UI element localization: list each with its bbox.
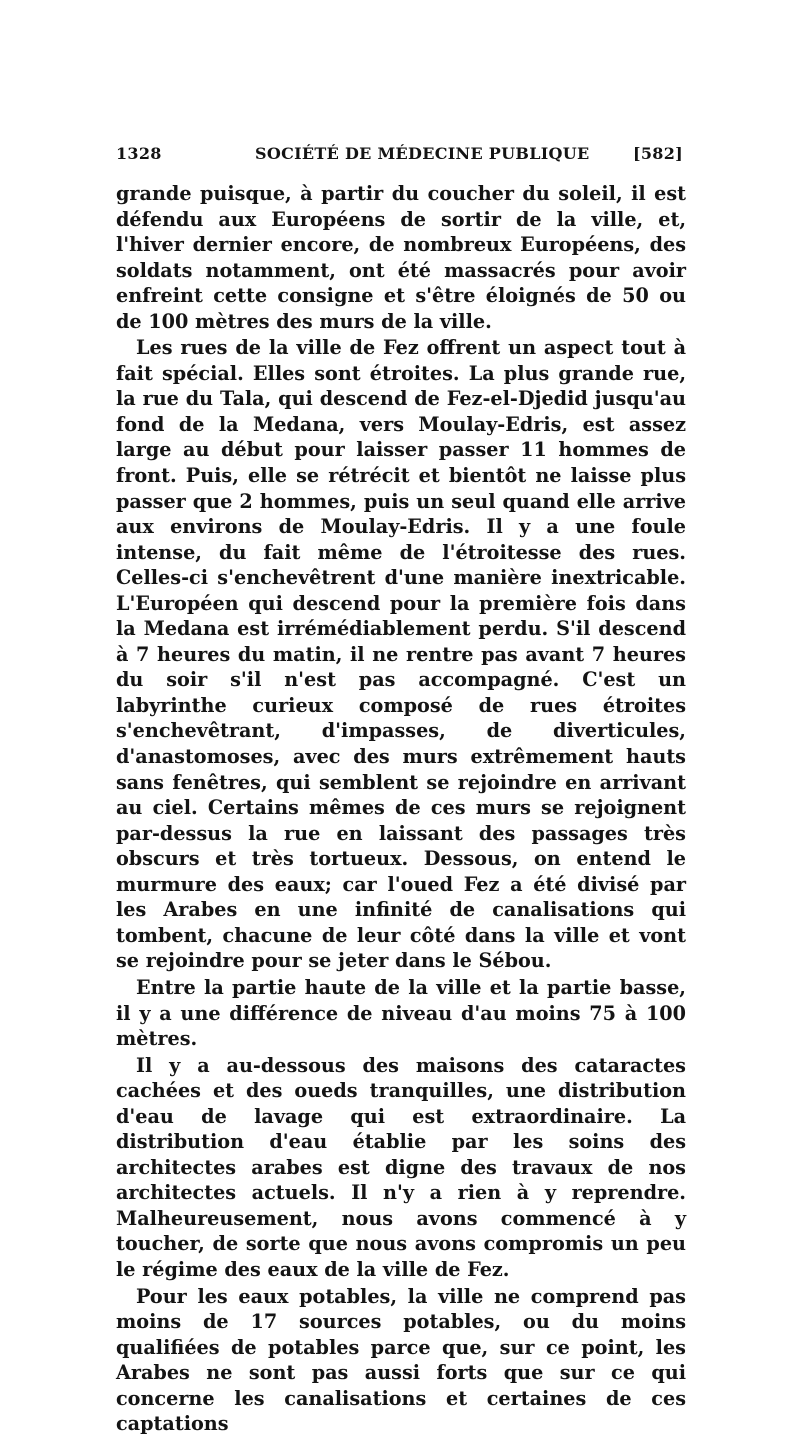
paragraph: Pour les eaux potables, la ville ne comprend pas moins de 17 sources potables, ou du moins qualifiées de potables parce que, sur ce point, les Arabes ne sont pas aussi forts que sur ce qui concerne les canalisations et certaines de ces captations — [116, 1284, 686, 1436]
folio-number: [582] — [632, 144, 683, 163]
running-header — [113, 144, 683, 170]
paragraph: Les rues de la ville de Fez offrent un aspect tout à fait spécial. Elles sont étroites. La plus grande rue, la rue du Tala, qui descend de Fez-el-Djedid jusqu'au fond de la Medana, vers Moulay-Edris, est assez large au début pour laisser passer 11 hommes de front. Puis, elle se rétrécit et bientôt ne laisse plus passer que 2 hommes, puis un seul quand elle arrive aux environs de Moulay-Edris. Il y a une foule intense, du fait même de l'étroitesse des rues. Celles-ci s'enchevêtrent d'une manière inextricable. L'Européen qui descend pour la première fois dans la Medana est irrémédiablement perdu. S'il descend à 7 heures du matin, il ne rentre pas avant 7 heures du soir s'il n'est pas accompagné. C'est un labyrinthe curieux composé de rues étroites s'enchevêtrant, d'impasses, de diverticules, d'anastomoses, avec des murs extrêmement hauts sans fenêtres, qui semblent se rejoindre en arrivant au ciel. Certains mêmes de ces murs se rejoignent par-dessus la rue en laissant des passages très obscurs et très tortueux. Dessous, on entend le murmure des eaux; car l'oued Fez a été divisé par les Arabes en une infinité de canalisations qui tombent, chacune de leur côté dans la ville et vont se rejoindre pour se jeter dans le Sébou. — [116, 336, 686, 973]
paragraph: Entre la partie haute de la ville et la partie basse, il y a une différence de niveau d'au moins 75 à 100 mètres. — [116, 975, 686, 1051]
journal-title: SOCIÉTÉ DE MÉDECINE PUBLIQUE — [255, 144, 590, 163]
paragraph: Il y a au-dessous des maisons des cataractes cachées et des oueds tranquilles, une distribution d'eau de lavage qui est extraordinaire. La distribution d'eau établie par les soins des architectes arabes est digne des travaux de nos architectes actuels. Il n'y a rien à y reprendre. Malheureusement, nous avons commencé à y toucher, de sorte que nous avons compromis un peu le régime des eaux de la ville de Fez. — [116, 1053, 686, 1281]
body-text — [116, 181, 686, 1437]
paragraph: grande puisque, à partir du coucher du soleil, il est défendu aux Européens de sortir de la ville, et, l'hiver dernier encore, de nombreux Européens, des soldats notamment, ont été massacrés pour avoir enfreint cette consigne et s'être éloignés de 50 ou de 100 mètres des murs de la ville. — [116, 182, 686, 333]
page-number: 1328 — [116, 144, 162, 163]
